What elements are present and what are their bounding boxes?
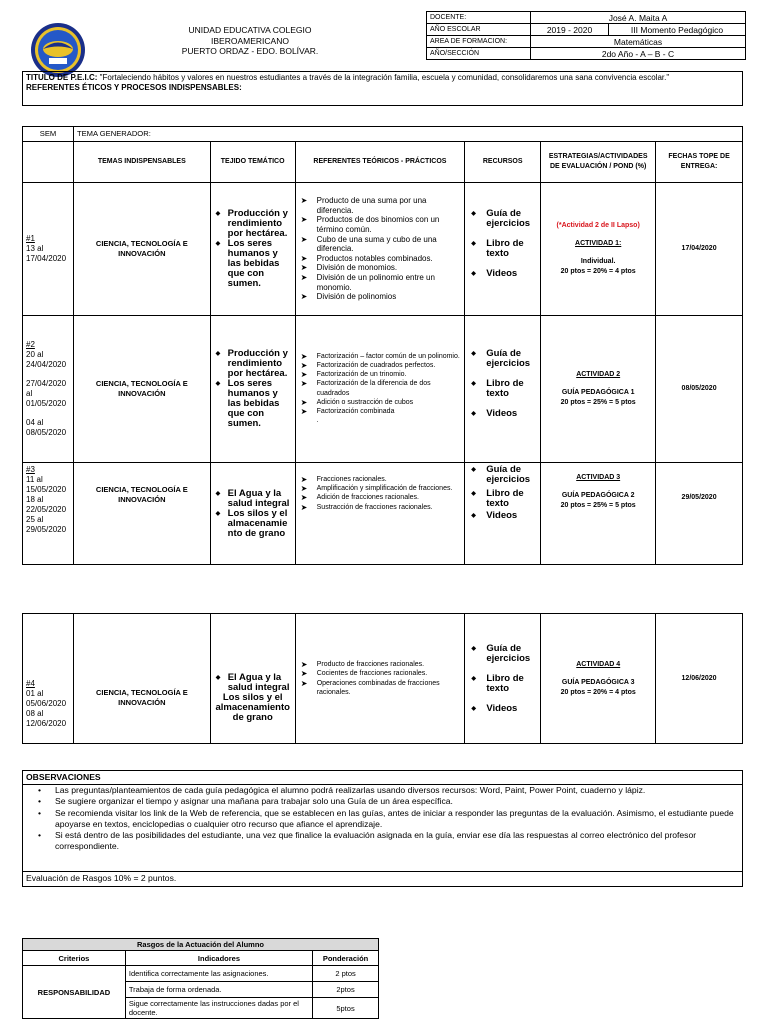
recursos-cell	[465, 316, 541, 463]
activity-type: GUÍA PEDAGÓGICA 1	[561, 389, 635, 396]
area-label: AREA DE FORMACION:	[427, 36, 531, 48]
peic-title-text: "Fortaleciendo hábitos y valores en nuestros estudiantes a través de la integración familia, escuela y comunidad, consolidaremos una sana convivencia escolar."	[97, 73, 670, 82]
activity-type: GUÍA PEDAGÓGICA 2	[561, 492, 635, 499]
week-dates: 13 al 17/04/2020	[26, 244, 67, 263]
column-header: Ponderación	[313, 951, 379, 966]
week-number: #4	[26, 679, 35, 688]
ponderacion-cell: 2ptos	[313, 982, 379, 998]
list-item: ◆ El Agua y la salud integral	[214, 673, 292, 693]
list-item: • Se recomienda visitar los link de la Web de referencia, que se establecen en las guías, antes de iniciar a responder las preguntas de la evaluación. Asimismo, el estudiante puede apoyarse en textos, enciclopedias o cualquier otro recurso que afiance el aprendizaje.	[33, 808, 736, 830]
column-header: RECURSOS	[465, 142, 541, 183]
tejido-cell	[210, 183, 295, 316]
list-item: ◆ Producción y rendimiento por hectárea.	[214, 349, 292, 379]
list-item: ◆ Libro de texto	[468, 674, 537, 694]
school-emblem-icon	[30, 22, 86, 78]
peic-referentes: REFERENTES ÉTICOS Y PROCESOS INDISPENSABLES:	[26, 83, 242, 92]
list-item: ◆ Libro de texto	[468, 379, 537, 399]
activity-weight: 20 ptos = 20% = 4 ptos	[560, 268, 636, 275]
week-number: #2	[26, 340, 35, 349]
column-header: ESTRATEGIAS/ACTIVIDADES DE EVALUACIÓN / POND (%)	[541, 142, 656, 183]
list-item: ◆ Los seres humanos y las bebidas que con sumen.	[214, 379, 292, 429]
trailing-dot: .	[316, 417, 319, 425]
peic-box	[22, 71, 743, 106]
list-item: ◆ Videos	[468, 269, 537, 279]
list-item: ◆ Guía de ejercicios	[468, 349, 537, 369]
tema-generador: TEMA GENERADOR:	[73, 127, 742, 142]
activity-type: Individual.	[580, 258, 616, 265]
list-item: ◆ Libro de texto	[468, 489, 537, 509]
plan-table	[22, 126, 743, 565]
indicador-cell: Trabaja de forma ordenada.	[125, 982, 312, 998]
tema-cell: CIENCIA, TECNOLOGÍA E INNOVACIÓN	[73, 183, 210, 316]
school-logo	[30, 22, 86, 78]
week-dates: 11 al 15/05/2020	[26, 475, 67, 494]
table-row	[23, 316, 743, 463]
plan-table-continued	[22, 613, 743, 744]
referentes-cell	[295, 316, 465, 463]
list-item: • Las preguntas/planteamientos de cada guía pedagógica el alumno podrá realizarlas usando diversos recursos: Word, Paint, Power Point, cuaderno y lápiz.	[33, 785, 736, 796]
referentes-cell	[295, 614, 465, 744]
observaciones-box	[22, 770, 743, 887]
week-dates: 27/04/2020 al 01/05/2020	[26, 379, 67, 408]
tejido-cell	[210, 316, 295, 463]
list-item: • Se sugiere organizar el tiempo y asignar una mañana para trabajar solo una Guía de un área específica.	[33, 796, 736, 807]
week-dates: 01 al 05/06/2020	[26, 689, 67, 708]
list-item: ➤ Producto de una suma por una diferencia.	[299, 196, 462, 215]
school-name	[150, 25, 350, 57]
recursos-cell	[465, 183, 541, 316]
list-item: ◆ Videos	[468, 511, 537, 521]
list-item: ➤ Productos notables combinados.	[299, 254, 462, 264]
docente-value: José A. Maita A	[531, 12, 746, 24]
docente-label: DOCENTE:	[427, 12, 531, 24]
school-name-line: IBEROAMERICANO	[211, 35, 289, 46]
list-item: ➤ Adición o sustracción de cubos	[299, 398, 462, 407]
activity-title: ACTIVIDAD 4	[576, 660, 621, 668]
activity-weight: 20 ptos = 25% = 5 ptos	[560, 502, 636, 509]
column-header: Criterios	[23, 951, 126, 966]
list-item: ➤ Producto de fracciones racionales.	[299, 660, 462, 669]
list-item: ➤ Adición de fracciones racionales.	[299, 493, 462, 502]
week-dates: 18 al 22/05/2020	[26, 495, 67, 514]
tejido-cell	[210, 614, 295, 744]
referentes-cell	[295, 183, 465, 316]
list-item: ◆ Guía de ejercicios	[468, 644, 537, 664]
area-value: Matemáticas	[531, 36, 746, 48]
seccion-label: AÑO/SECCIÓN	[427, 48, 531, 60]
ponderacion-cell: 2 ptos	[313, 966, 379, 982]
week-cell	[23, 463, 74, 565]
criterio-cell: RESPONSABILIDAD	[23, 966, 126, 1019]
peic-title-label: TITULO DE P.E.I.C:	[26, 73, 98, 82]
week-cell	[23, 614, 74, 744]
rasgos-table	[22, 938, 379, 1019]
list-item: ◆ Videos	[468, 704, 537, 714]
column-header: Indicadores	[125, 951, 312, 966]
week-dates: 25 al 29/05/2020	[26, 515, 67, 534]
momento-value: III Momento Pedagógico	[609, 24, 746, 36]
list-item: ➤ Factorización – factor común de un polinomio.	[299, 352, 462, 361]
list-item: ◆ El Agua y la salud integral	[214, 489, 292, 509]
week-dates: 20 al 24/04/2020	[26, 350, 67, 369]
table-row	[23, 183, 743, 316]
list-item: ➤ División de monomios.	[299, 263, 462, 273]
empty-header-cell	[23, 142, 74, 183]
teacher-info-table	[426, 11, 746, 60]
estrategia-cell	[541, 614, 656, 744]
week-dates: 04 al 08/05/2020	[26, 418, 67, 437]
estrategia-cell	[541, 463, 656, 565]
activity-weight: 20 ptos = 25% = 5 ptos	[560, 399, 636, 406]
activity-title: ACTIVIDAD 2	[576, 371, 621, 378]
table-row	[23, 463, 743, 565]
recursos-cell	[465, 614, 541, 744]
referentes-cell	[295, 463, 465, 565]
column-header: TEJIDO TEMÁTICO	[210, 142, 295, 183]
ponderacion-cell: 5ptos	[313, 998, 379, 1019]
list-item: ◆ Libro de texto	[468, 239, 537, 259]
tema-cell: CIENCIA, TECNOLOGÍA E INNOVACIÓN	[73, 463, 210, 565]
observaciones-title: OBSERVACIONES	[23, 771, 742, 785]
recursos-cell	[465, 463, 541, 565]
indicador-cell: Identifica correctamente las asignaciones.	[125, 966, 312, 982]
tema-cell: CIENCIA, TECNOLOGÍA E INNOVACIÓN	[73, 316, 210, 463]
week-cell	[23, 316, 74, 463]
due-date: 17/04/2020	[656, 183, 743, 316]
sem-header: SEM	[23, 127, 74, 142]
column-header: REFERENTES TEÓRICOS - PRÁCTICOS	[295, 142, 465, 183]
column-header: FECHAS TOPE DE ENTREGA:	[656, 142, 743, 183]
list-item: ➤ Amplificación y simplificación de fracciones.	[299, 484, 462, 493]
list-item: ◆ Videos	[468, 409, 537, 419]
tema-cell: CIENCIA, TECNOLOGÍA E INNOVACIÓN	[73, 614, 210, 744]
tejido-cell	[210, 463, 295, 565]
activity-title: ACTIVIDAD 3	[576, 474, 621, 481]
list-item: ◆ Los seres humanos y las bebidas que con sumen.	[214, 239, 292, 289]
list-item: ◆ Los silos y el almacenamie nto de grano	[214, 509, 292, 539]
rasgos-evaluation-note: Evaluación de Rasgos 10% = 2 puntos.	[26, 873, 177, 884]
indicador-cell: Sigue correctamente las instrucciones dadas por el docente.	[125, 998, 312, 1019]
due-date: 12/06/2020	[656, 614, 743, 744]
estrategia-cell	[541, 316, 656, 463]
list-item: ➤ Factorización de la diferencia de dos cuadrados	[299, 379, 462, 397]
list-item: ➤ Sustracción de fracciones racionales.	[299, 503, 462, 512]
due-date: 08/05/2020	[656, 316, 743, 463]
list-item: ◆ Guía de ejercicios	[468, 209, 537, 229]
list-item: ➤ Factorización de cuadrados perfectos.	[299, 361, 462, 370]
seccion-value: 2do Año - A – B - C	[531, 48, 746, 60]
list-item: ➤ División de un polinomio entre un monomio.	[299, 273, 462, 292]
table-row	[23, 966, 379, 982]
list-item: ➤ Operaciones combinadas de fracciones racionales.	[299, 679, 462, 697]
list-item: ➤ Fracciones racionales.	[299, 475, 462, 484]
list-item: ➤ Factorización combinada	[299, 407, 462, 416]
table-row	[23, 614, 743, 744]
estrategia-cell	[541, 183, 656, 316]
activity-type: GUÍA PEDAGÓGICA 3	[561, 678, 635, 686]
list-item: ➤ Cocientes de fracciones racionales.	[299, 669, 462, 678]
list-item: ◆ Producción y rendimiento por hectárea.	[214, 209, 292, 239]
week-number: #3	[26, 465, 35, 474]
activity-note: (*Actividad 2 de II Lapso)	[556, 222, 640, 229]
due-date: 29/05/2020	[656, 463, 743, 565]
peic-title	[26, 73, 739, 83]
anio-label: AÑO ESCOLAR	[427, 24, 531, 36]
list-item: ➤ Productos de dos binomios con un término común.	[299, 215, 462, 234]
list-item: ◆ Guía de ejercicios	[468, 465, 537, 485]
anio-value: 2019 - 2020	[531, 24, 609, 36]
list-item: ➤ Cubo de una suma y cubo de una diferencia.	[299, 235, 462, 254]
activity-title: ACTIVIDAD 1:	[575, 240, 622, 247]
school-name-line: UNIDAD EDUCATIVA COLEGIO	[188, 25, 312, 35]
tejido-text: Los silos y el almacenamiento de grano	[215, 691, 290, 723]
activity-weight: 20 ptos = 20% = 4 ptos	[560, 688, 636, 696]
column-header: TEMAS INDISPENSABLES	[73, 142, 210, 183]
list-item: ➤ División de polinomios	[299, 292, 462, 302]
week-dates: 08 al 12/06/2020	[26, 709, 67, 728]
week-number: #1	[26, 234, 35, 243]
list-item: • Si está dentro de las posibilidades del estudiante, una vez que finalice la evaluación asignada en la guía, enviar ese día las respuestas al correo electrónico del profesor correspondiente.	[33, 830, 736, 852]
list-item: ➤ Factorización de un trinomio.	[299, 370, 462, 379]
week-cell	[23, 183, 74, 316]
rasgos-caption: Rasgos de la Actuación del Alumno	[23, 939, 379, 951]
school-name-line: PUERTO ORDAZ - EDO. BOLÍVAR.	[181, 46, 319, 56]
